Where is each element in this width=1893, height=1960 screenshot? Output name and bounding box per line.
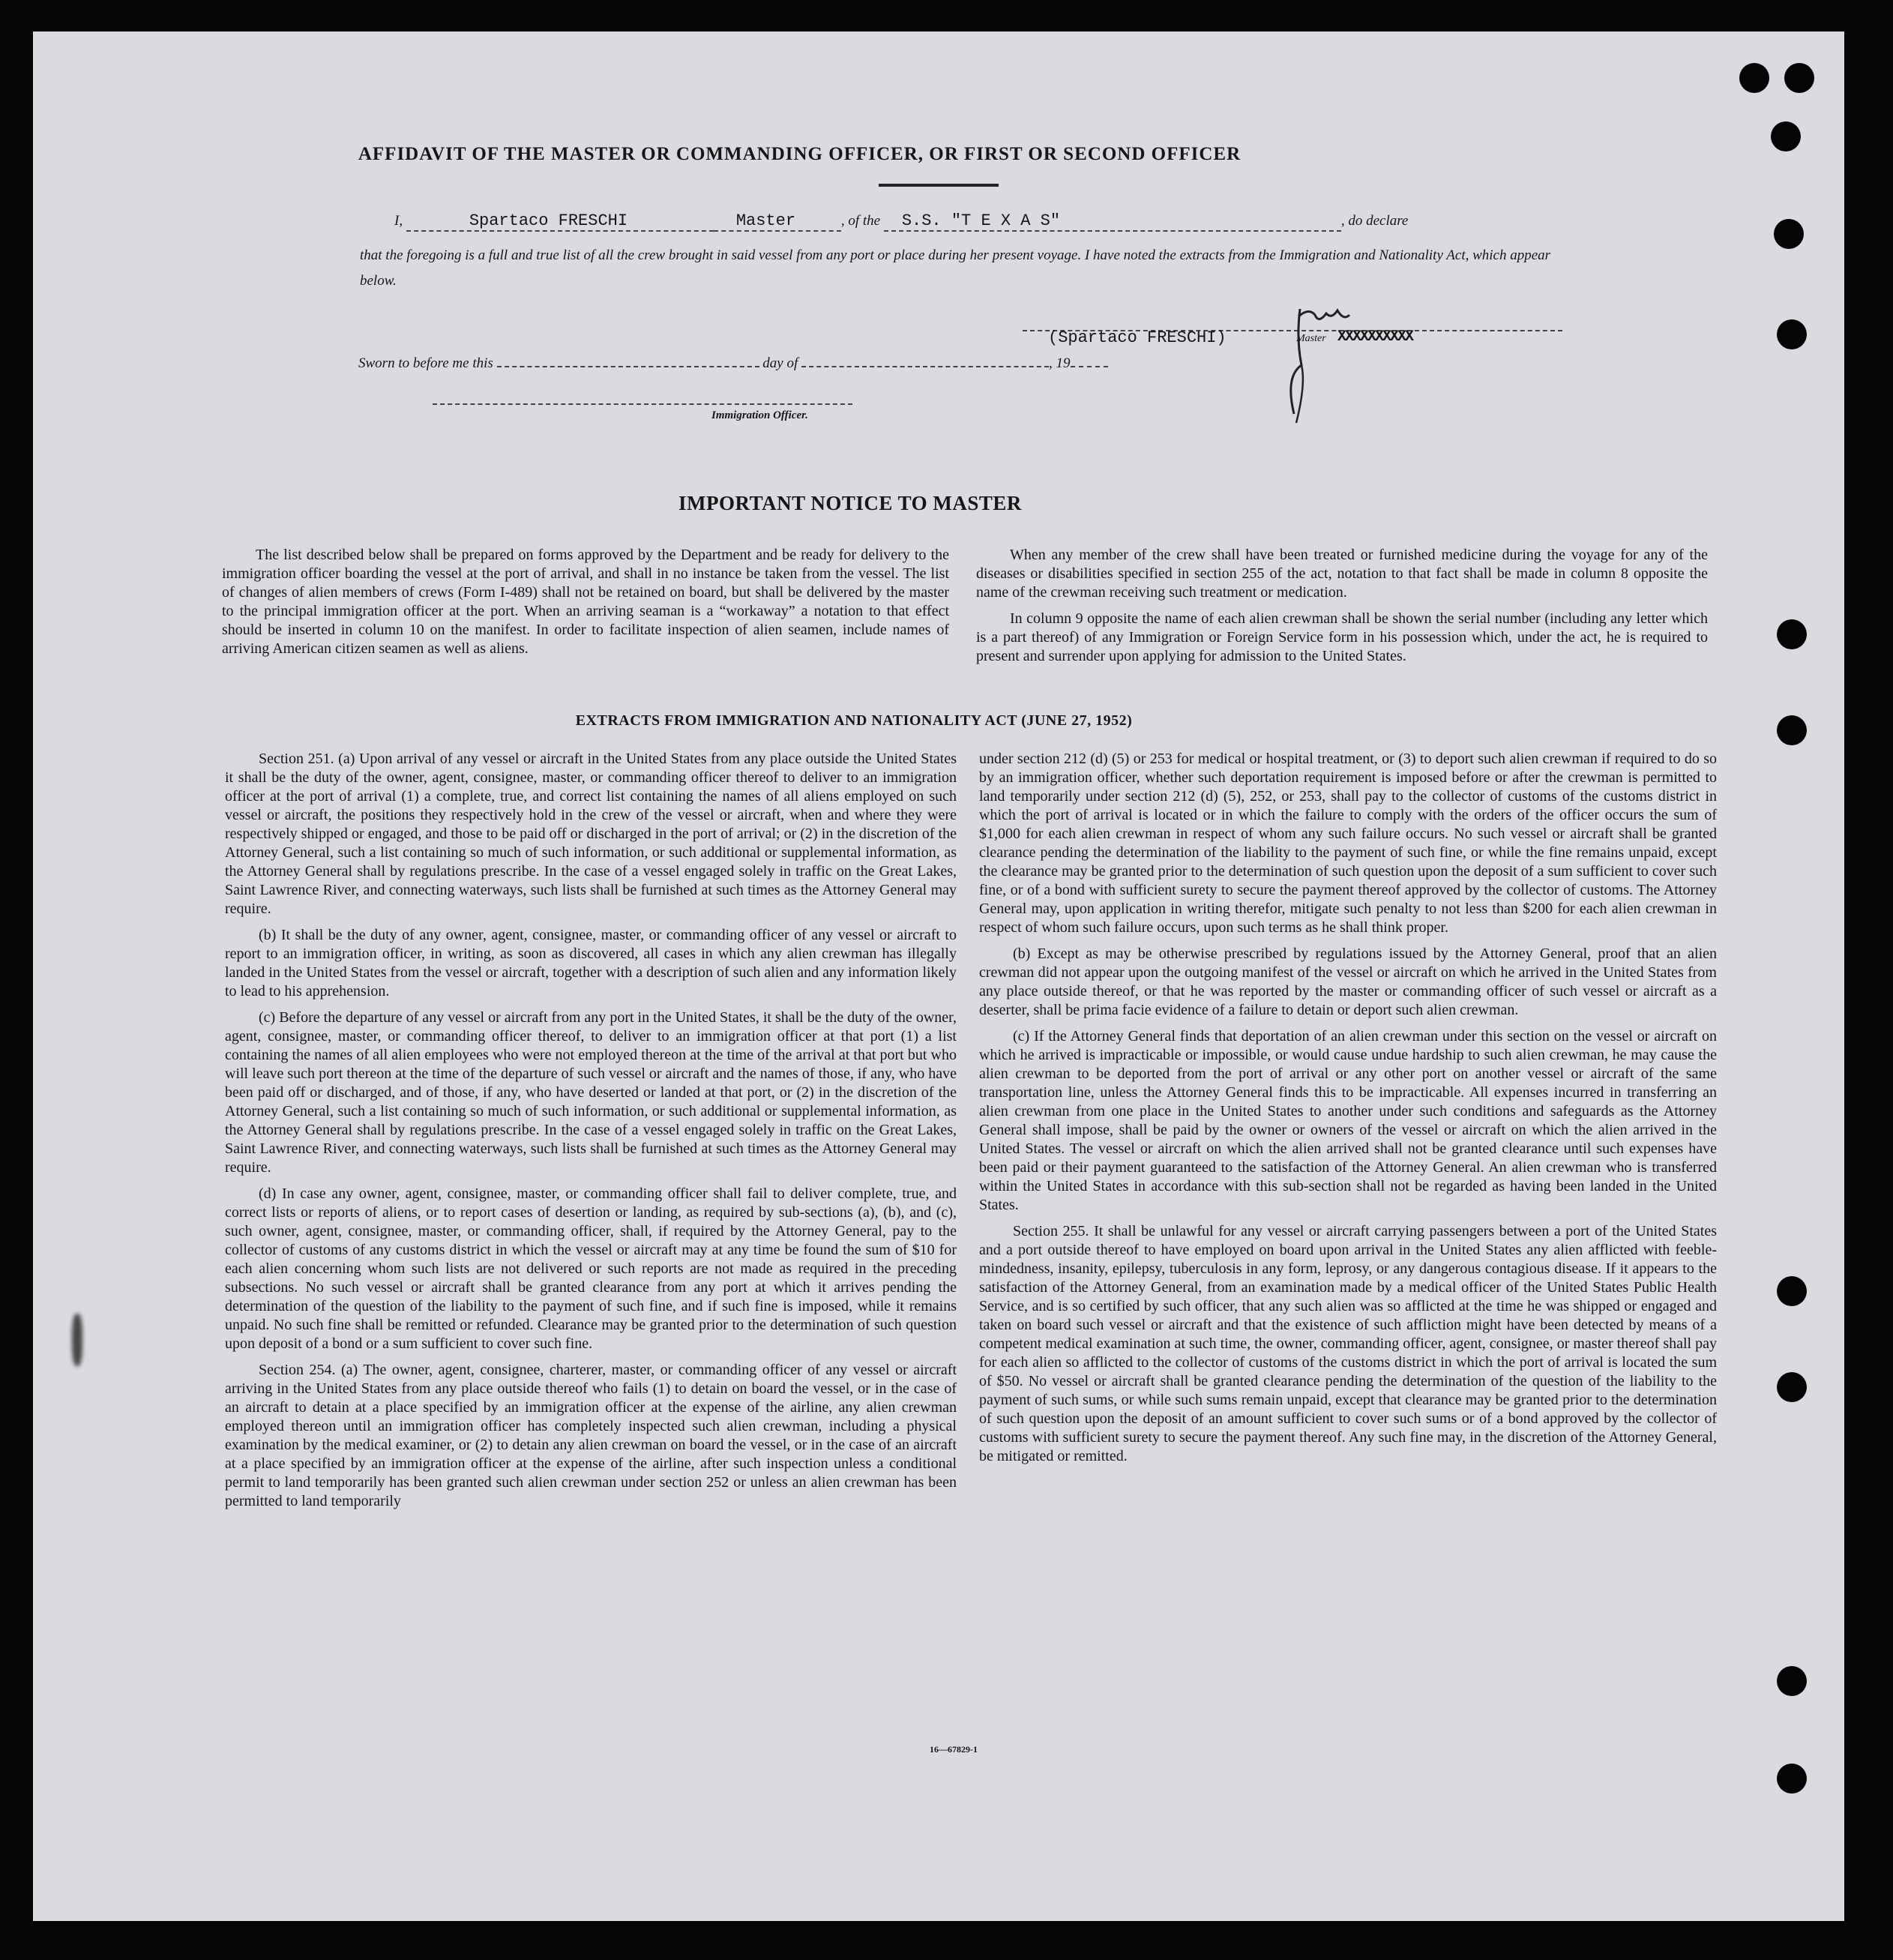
notice-paragraph: When any member of the crew shall have been treated or furnished medicine during the voyage for any of the diseases or disabilities specified in section 255 of the act, notation to that fact shall be made in column 8 opposite the name of the crewman receiving such treatment or medication.: [976, 547, 1708, 601]
punch-hole: [1777, 1372, 1807, 1402]
extracts-left-column: [225, 750, 957, 1518]
punch-hole: [1771, 121, 1801, 151]
notice-title: IMPORTANT NOTICE TO MASTER: [678, 492, 1022, 514]
do-declare-label: , do declare: [1340, 213, 1409, 229]
handwritten-signature: [1255, 294, 1367, 429]
punch-hole: [1774, 219, 1804, 249]
title-rule: [879, 184, 999, 187]
punch-hole: [1777, 1764, 1807, 1794]
punch-hole: [1777, 319, 1807, 349]
signature-caption: Master: [1296, 333, 1326, 344]
punch-hole: [1784, 63, 1814, 93]
affidavit-title: AFFIDAVIT OF THE MASTER OR COMMANDING OFFICER, OR FIRST OR SECOND OFFICER: [358, 144, 1242, 164]
notice-paragraph: The list described below shall be prepared on forms approved by the Department and be ready for delivery to the immigration officer boarding the vessel at the port of arrival, and shall in no instance be taken from the vessel. The list of changes of alien members of crews (Form I-489) shall not be retained on board, but shall be delivered by the master to the principal immigration officer at the port. When an arriving seaman is a “workaway” a notation to that effect should be inserted in column 10 on the manifest. In order to facilitate inspection of alien seamen, include names of arriving American citizen seamen as well as aliens.: [222, 547, 949, 657]
extract-paragraph: under section 212 (d) (5) or 253 for medical or hospital treatment, or (3) to deport such alien crewman if required to do so by an immigration officer, whether such deportation requirement is imposed before or after the crewman is permitted to land temporarily under section 212 (d) (5), 252, or 253, shall pay to the collector of customs of the customs district in which the port of arrival is located or in which the failure to comply with the orders of the officer occurs the sum of $1,000 for each alien crewman in respect of whom any such failure occurs. No such vessel or aircraft shall be granted clearance pending the determination of the liability to the payment of such fine, or while the fine remains unpaid, except the clearance may be granted prior to the determination of such question upon the deposit of a sum sufficient to cover such fine, or of a bond with sufficient surety to secure the payment thereof approved by the collector of customs. The Attorney General may, upon application in writing therefor, mitigate such penalty to not less than $200 for each alien crewman in respect of whom such failure occurs, upon such terms as he shall think proper.: [979, 751, 1717, 936]
punch-hole: [1777, 715, 1807, 745]
extract-paragraph: Section 254. (a) The owner, agent, consignee, charterer, master, or commanding officer of any vessel or aircraft arriving in the United States from any place outside thereof who fails (1) to detain on board the vessel, or in the case of an aircraft to detain at a place specified by an immigration officer at the expense of the airline, any alien crewman employed thereon until an immigration officer has completely inspected such alien crewman, including a physical examination by the medical examiner, or (2) to detain any alien crewman on board the vessel, or in the case of an aircraft at a place specified by an immigration officer at the expense of the airline, after such inspection unless a conditional permit to land temporarily has been granted such alien crewman under section 252 or unless an alien crewman has been permitted to land temporarily: [225, 1362, 957, 1509]
struck-out-text: XXXXXXXXXX: [1337, 328, 1413, 346]
declaration-line: [394, 211, 1408, 232]
year-label: , 19: [1049, 355, 1071, 371]
of-the-label: , of the: [840, 213, 881, 229]
punch-hole: [1739, 63, 1769, 93]
officer-caption: Immigration Officer.: [711, 409, 808, 421]
extract-paragraph: (b) It shall be the duty of any owner, agent, consignee, master, or commanding officer of any vessel or aircraft to report to an immigration officer, in writing, as soon as discovered, all cases in which any alien crewman has illegally landed in the United States from the vessel or aircraft, together with a description of such alien and any information likely to lead to his apprehension.: [225, 927, 957, 999]
sworn-label: Sworn to before me this: [358, 355, 493, 371]
i-label: I,: [394, 213, 403, 229]
day-of-label: day of: [762, 355, 798, 371]
extract-paragraph: Section 251. (a) Upon arrival of any vessel or aircraft in the United States from any place outside the United States it shall be the duty of the owner, agent, consignee, master, or commanding officer thereof to deliver to an immigration officer at the port of arrival (1) a complete, true, and correct list containing the names of all aliens employed on such vessel or aircraft, the positions they respectively hold in the crew of the vessel or aircraft, when and where they were respectively shipped or engaged, and those to be paid off or discharged in the port of arrival; or (2) in the discretion of the Attorney General, such a list containing so much of such information, or such additional or supplemental information, as the Attorney General shall by regulations prescribe. In the case of a vessel engaged solely in traffic on the Great Lakes, Saint Lawrence River, and connecting waterways, such lists shall be furnished at such times as the Attorney General may require.: [225, 751, 957, 917]
punch-hole: [1777, 1276, 1807, 1306]
punch-hole: [1777, 619, 1807, 649]
document-page: [33, 31, 1844, 1921]
sworn-line: [358, 355, 1108, 372]
signature-typed-name: (Spartaco FRESCHI): [1048, 328, 1227, 347]
extract-paragraph: (c) Before the departure of any vessel or aircraft from any port in the United States, it shall be the duty of the owner, agent, consignee, master, or commanding officer thereof, to deliver to an immigration officer at that port (1) a list containing the names of all alien employees who were not employed thereon at the time of the arrival at that port but who will leave such port thereon at the time of the departure of such vessel or aircraft and the names of those, if any, who have been paid off or discharged, and of those, if any, who have deserted or landed at that port, or (2) in the discretion of the Attorney General, such a list containing so much of such information, or such additional or supplemental information, as the Attorney General shall by regulations prescribe. In the case of a vessel engaged solely in traffic on the Great Lakes, Saint Lawrence River, and connecting waterways, such lists shall be furnished at such times as the Attorney General may require.: [225, 1009, 957, 1176]
extracts-right-column: [979, 750, 1717, 1473]
notice-paragraph: In column 9 opposite the name of each alien crewman shall be shown the serial number (including any letter which is a part thereof) of any Immigration or Foreign Service form in his possession which, under the act, he is required to present and surrender upon applying for admission to the United States.: [976, 610, 1708, 664]
extracts-title: EXTRACTS FROM IMMIGRATION AND NATIONALITY ACT (JUNE 27, 1952): [575, 712, 1133, 729]
extract-paragraph: (b) Except as may be otherwise prescribed by regulations issued by the Attorney General, proof that an alien crewman did not appear upon the outgoing manifest of the vessel or aircraft on which he arrived in the United States from any place outside thereof, or that he was reported by the master or commanding officer of such vessel or aircraft as a deserter, shall be prima facie evidence of a failure to detain or deport such alien crewman.: [979, 946, 1717, 1018]
vessel-name: S.S. "T E X A S": [901, 211, 1061, 230]
master-name: Spartaco FRESCHI: [469, 211, 628, 230]
extract-paragraph: (c) If the Attorney General finds that deportation of an alien crewman under this section on the vessel or aircraft on which he arrived is impracticable or impossible, or would cause undue hardship to such alien crewman, he may cause the alien crewman to be deported from the port of arrival or any other port on another vessel or aircraft of the same transportation line, unless the Attorney General finds this to be impracticable. All expenses incurred in transferring an alien crewman from one place in the United States to another under such conditions and safeguards as the Attorney General shall impose, shall be paid by the owner or owners of the vessel or aircraft on which the alien arrived in the United States. The vessel or aircraft on which the alien arrived shall not be granted clearance until such expenses have been paid or their payment guaranteed to the satisfaction of the Attorney General. An alien crewman who is transferred within the United States in accordance with this sub-section shall not be regarded as having been landed in the United States.: [979, 1028, 1717, 1213]
notice-right-column: [976, 546, 1708, 673]
extract-paragraph: (d) In case any owner, agent, consignee, master, or commanding officer shall fail to deliver complete, true, and correct lists or reports of aliens, or to report cases of desertion or landing, as required by sub-sections (a), (b), and (c), such owner, agent, consignee, master, or commanding officer, shall, if required by the Attorney General, pay to the collector of customs of any customs district in which the vessel or aircraft may at any time be found the sum of $10 for each alien concerning whom such lists are not delivered or such reports are not made as required in the preceding subsections. No such vessel or aircraft shall be granted clearance from any port at which it arrives pending the determination of the question of the liability to the payment of such fine, and if such fine is imposed, while it remains unpaid. No such fine shall be remitted or refunded. Clearance may be granted prior to the determination of such question upon deposit of a bond or a sum sufficient to cover such fine.: [225, 1185, 957, 1352]
master-rank: Master: [735, 211, 796, 230]
edge-smudge: [72, 1314, 82, 1366]
notice-left-column: [222, 546, 949, 666]
declaration-text: that the foregoing is a full and true list of all the crew brought in said vessel from any port or place during her present voyage. I have noted the extracts from the Immigration and Nationality Act, which appear below.: [360, 247, 1551, 289]
extract-paragraph: Section 255. It shall be unlawful for any vessel or aircraft carrying passengers between a port of the United States and a port outside thereof to have employed on board upon arrival in the United States any alien afflicted with feeble-mindedness, insanity, epilepsy, tuberculosis in any form, leprosy, or any dangerous contagious disease. If it appears to the satisfaction of the Attorney General, from an examination made by a medical officer of the United States Public Health Service, and is so certified by such officer, that any such alien was so afflicted at the time he was shipped or engaged and taken on board such vessel or aircraft and that the existence of such affliction might have been detected by means of a competent medical examination at such time, the owner, commanding officer, agent, consignee, or master thereof shall pay for each alien so afflicted to the collector of customs of the customs district in which the port of arrival is located the sum of $50. No vessel or aircraft shall be granted clearance pending the determination of the question of the liability to the payment of such sums, or while such sums remain unpaid, except that clearance may be granted prior to the determination of such question upon the deposit of an amount sufficient to cover such sums or of a bond approved by the collector of customs with sufficient surety to secure the payment thereof. Any such fine may, in the discretion of the Attorney General, be mitigated or remitted.: [979, 1223, 1717, 1464]
form-number: 16—67829-1: [930, 1744, 978, 1755]
officer-signature-line: [433, 403, 852, 405]
punch-hole: [1777, 1666, 1807, 1696]
